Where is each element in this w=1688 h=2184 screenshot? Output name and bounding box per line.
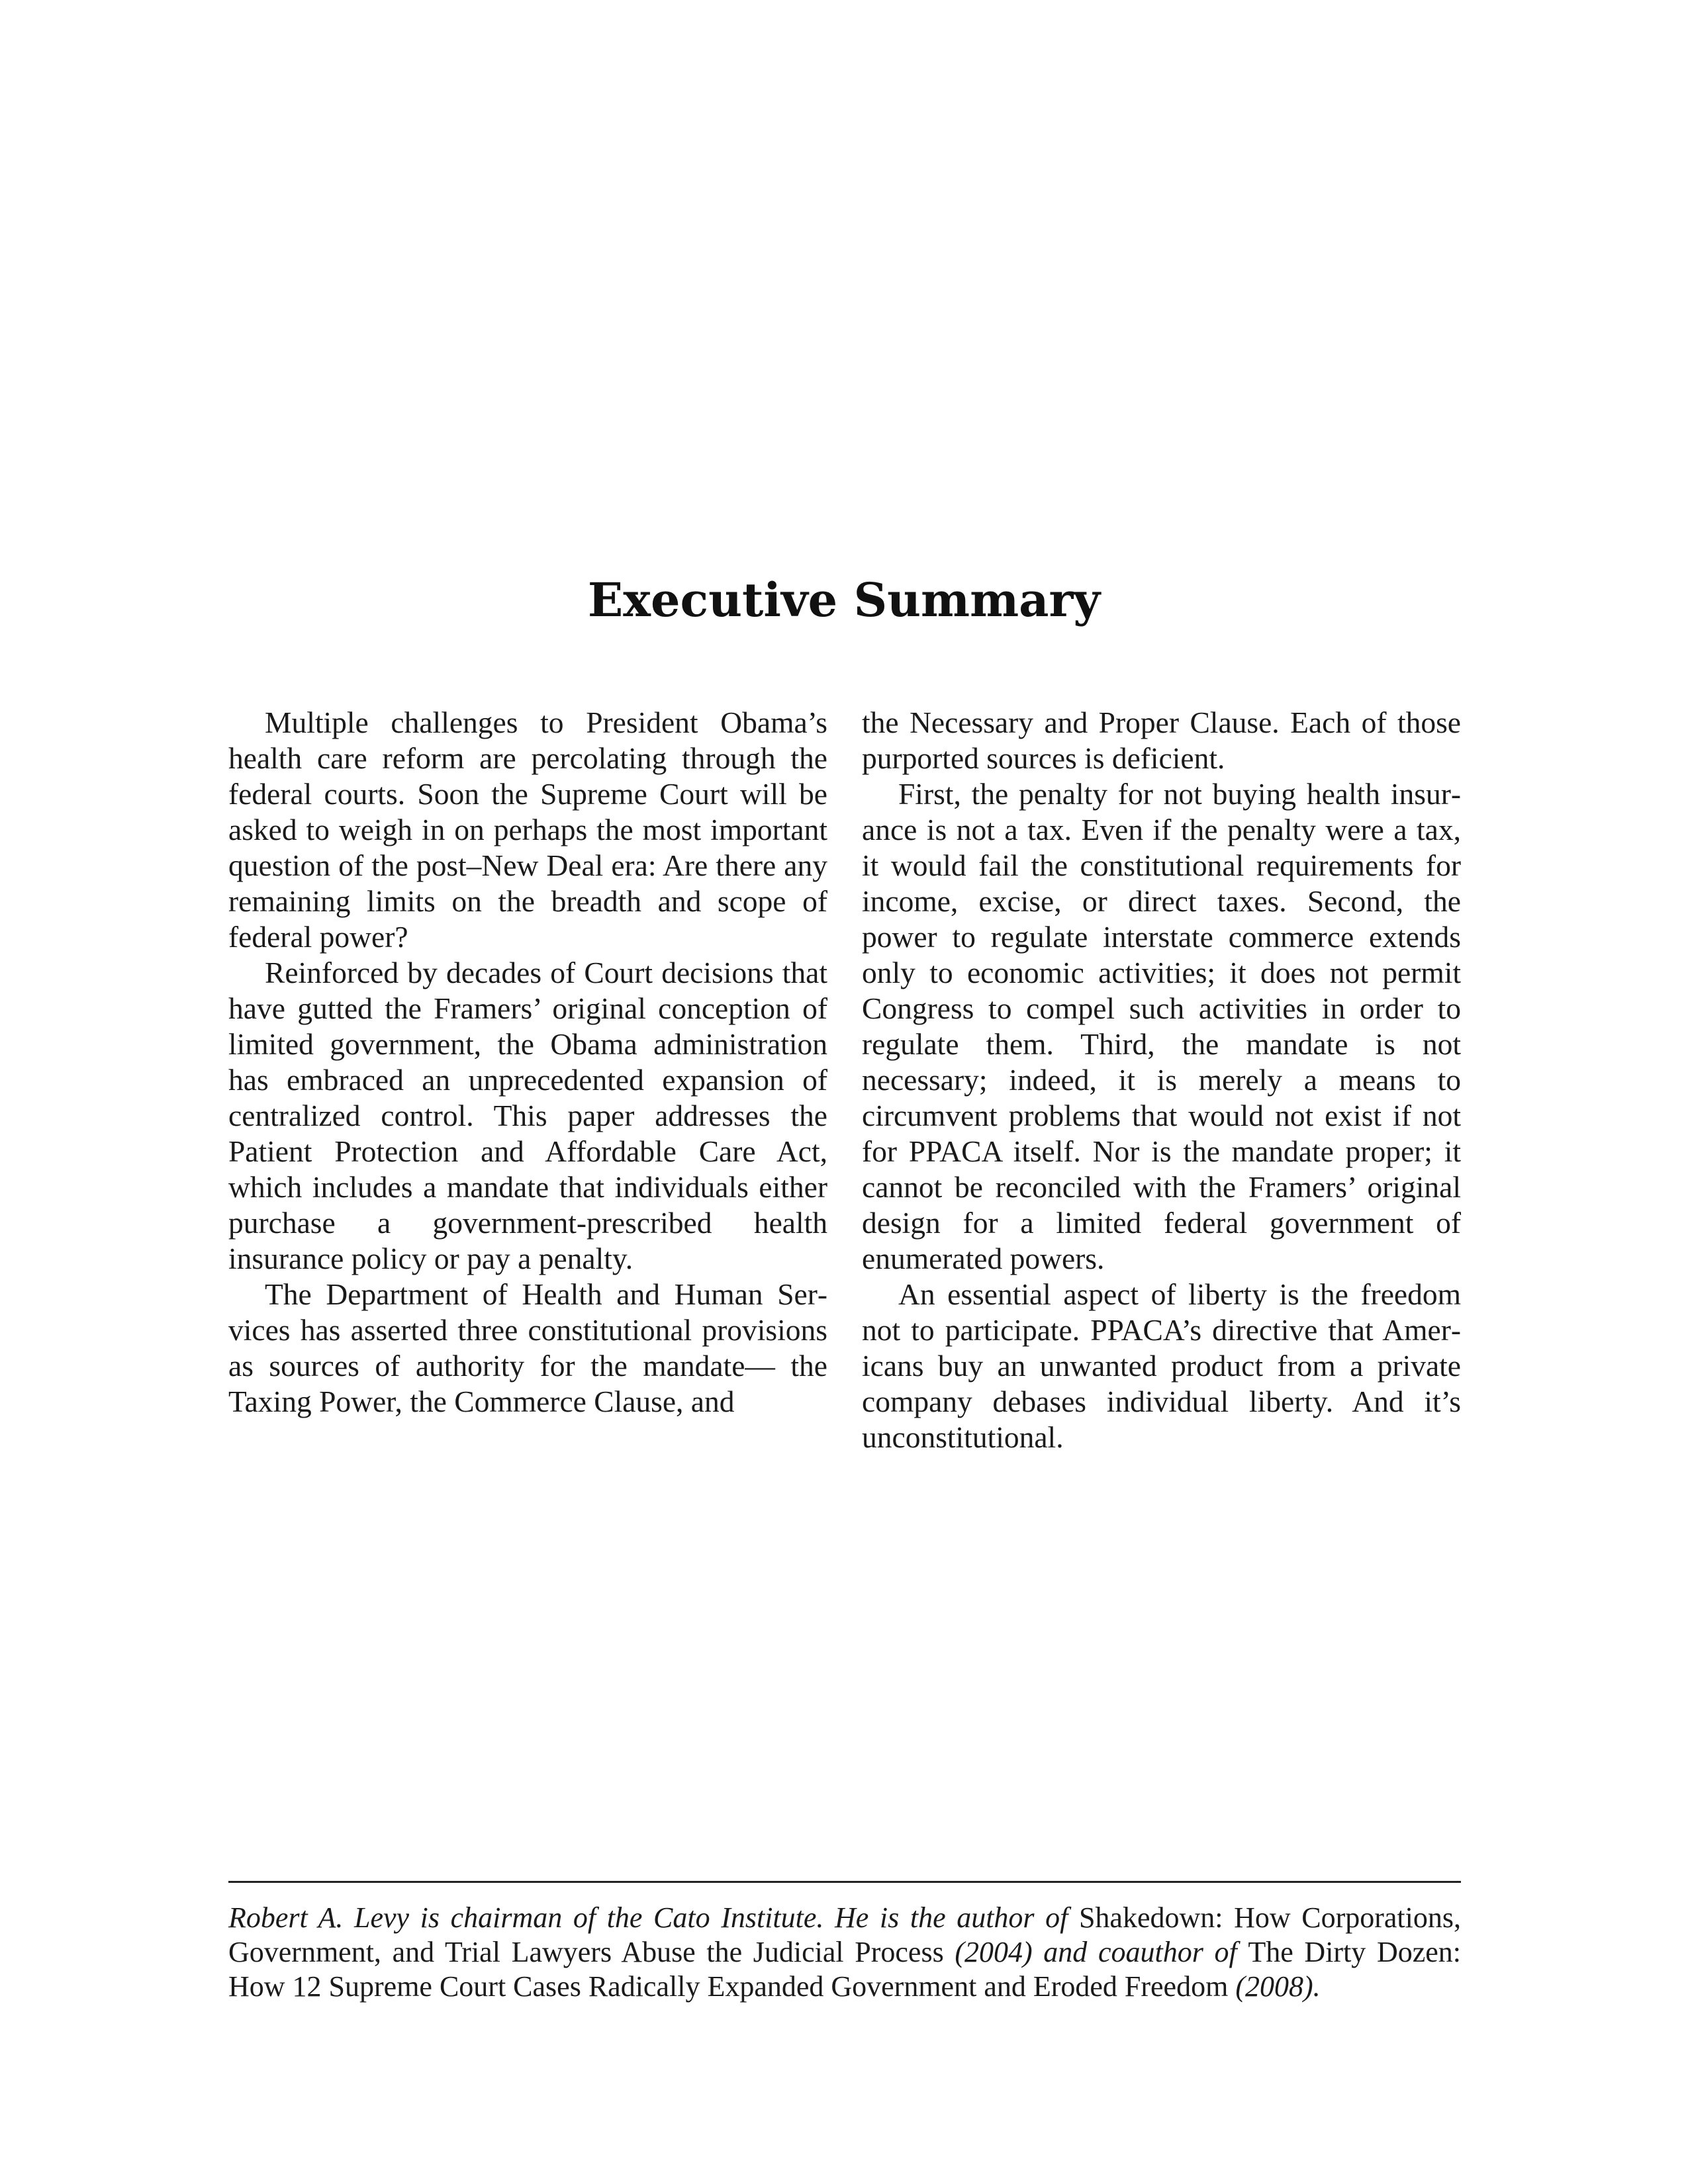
body-paragraph: First, the penalty for not buying health insurance is not a tax. Even if the penalty were a tax, it would fail the constitutional requirements for income, excise, or direct taxes. Second, the power to regulate interstate commerce extends only to economic activities; it does not permit Congress to compel such activities in order to regulate them. Third, the mandate is not necessary; indeed, it is merely a means to circumvent problems that would not exist if not for PPACA itself. Nor is the mandate proper; it cannot be reconciled with the Framers’ original design for a limited federal government of enumerated powers. xyxy=(862,777,1461,1275)
footnote-divider xyxy=(228,1881,1461,1883)
body-paragraph: Multiple challenges to President Obama’s health care reform are percolating through the federal courts. Soon the Supreme Court will be asked to weigh in on perhaps the most important question of the post–New Deal era: Are there any remaining limits on the breadth and scope of federal power? xyxy=(228,705,827,954)
body-paragraph: The Department of Health and Human Services has asserted three constitutional provisions as sources of authority for the mandate— the Taxing Power, the Commerce Clause, and xyxy=(228,1277,827,1418)
body-paragraph: An essential aspect of liberty is the freedom not to participate. PPACA’s directive that Americans buy an unwanted product from a private company debases individual liberty. And it’s unconstitutional. xyxy=(862,1277,1461,1454)
footnote-text: (2004) and coauthor of xyxy=(943,1936,1248,1968)
page-title: Executive Summary xyxy=(587,572,1101,627)
footnote-text: (2008). xyxy=(1228,1970,1321,2003)
left-column xyxy=(228,705,827,1420)
book-title: The Dirty Dozen: How 12 Supreme Court Cases Radically Expanded Government and Eroded Freedom xyxy=(228,1936,1462,2003)
body-paragraph: Reinforced by decades of Court decisions that have gutted the Framers’ original conception of limited government, the Obama administration has embraced an unprecedented expansion of centralized control. This paper addresses the Patient Protection and Affordable Care Act, which includes a mandate that individuals either purchase a government-prescribed health insurance policy or pay a penalty. xyxy=(228,956,827,1275)
right-column xyxy=(862,705,1461,1455)
author-footnote xyxy=(228,1901,1461,2004)
body-paragraph-continuation: the Necessary and Proper Clause. Each of those purported sources is deficient. xyxy=(862,705,1461,775)
book-title: Shakedown: How Corporations, Government, and Trial Lawyers Abuse the Judicial Process xyxy=(228,1901,1461,1968)
footnote-text: Robert A. Levy is chairman of the Cato Institute. He is the author of xyxy=(228,1901,1079,1934)
